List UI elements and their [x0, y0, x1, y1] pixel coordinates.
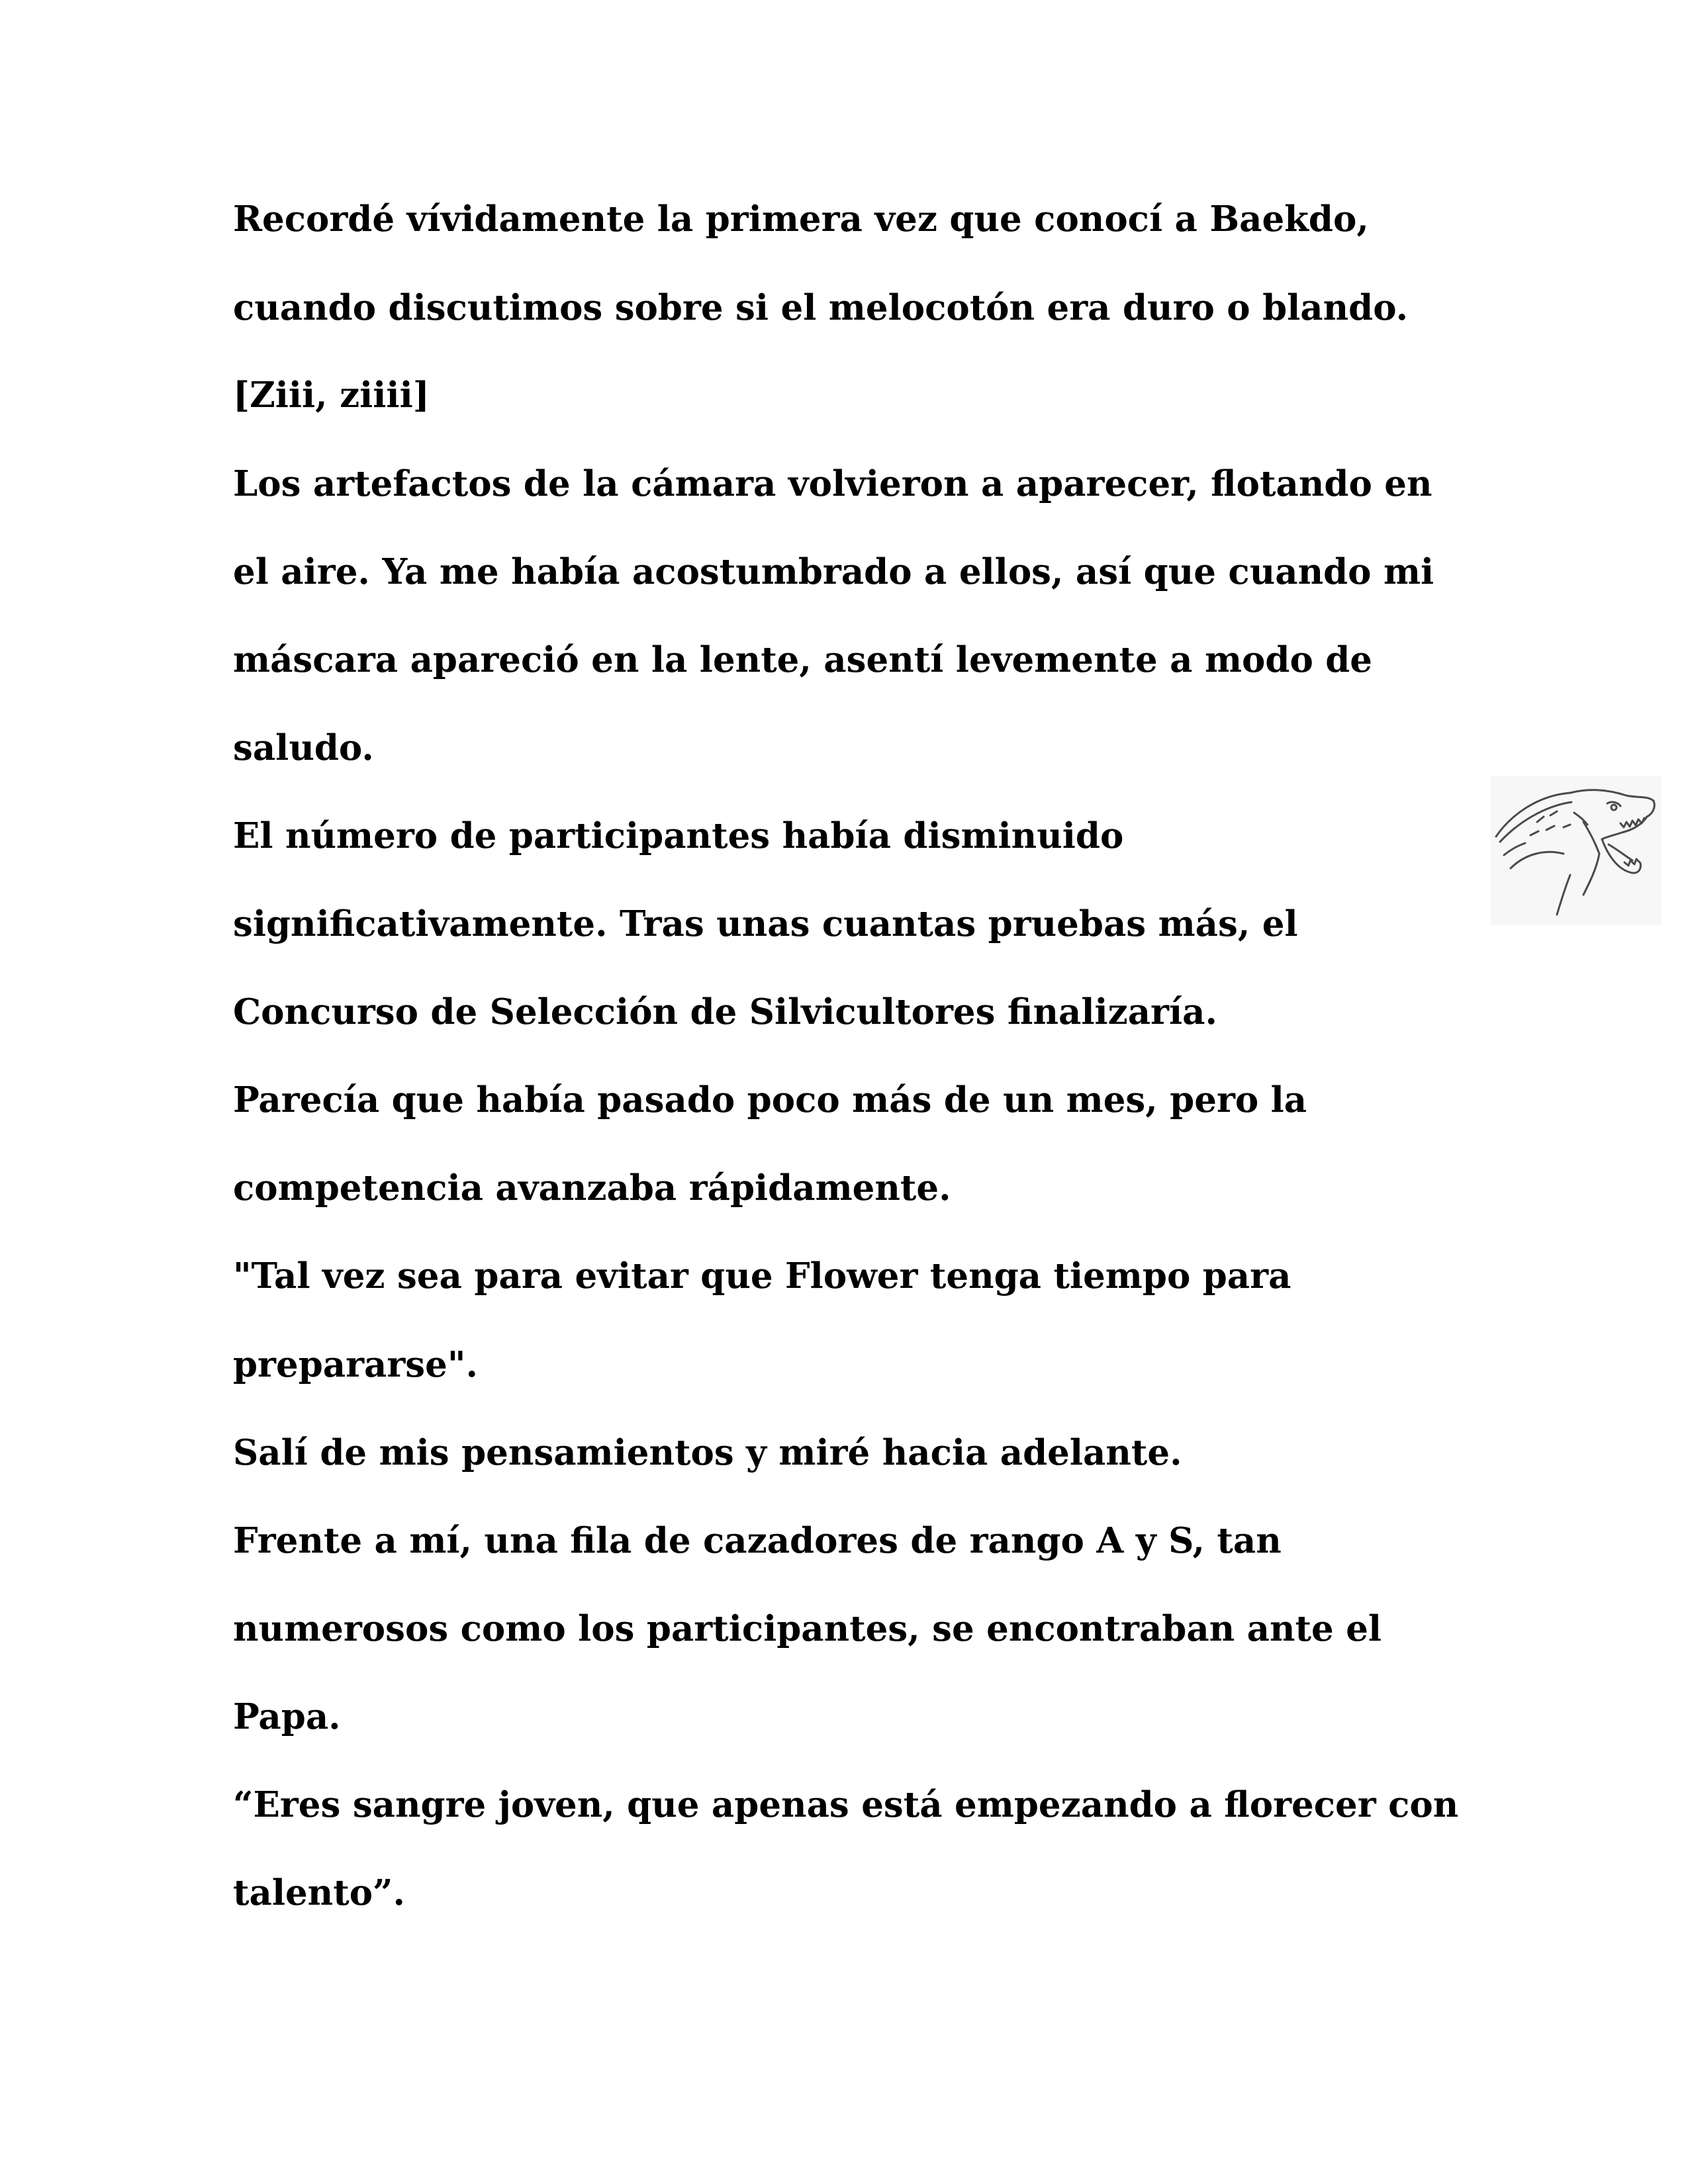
text-line: "Tal vez sea para evitar que Flower tenga tiempo para [233, 1255, 1291, 1297]
text-line: significativamente. Tras unas cuantas pruebas más, el [233, 903, 1298, 944]
text-line: competencia avanzaba rápidamente. [233, 1167, 951, 1208]
text-line: Concurso de Selección de Silvicultores finalizaría. [233, 991, 1217, 1032]
text-line: el aire. Ya me había acostumbrado a ellos, así que cuando mi [233, 551, 1434, 592]
text-line: “Eres sangre joven, que apenas está empezando a florecer con [233, 1784, 1459, 1825]
text-line: saludo. [233, 727, 374, 768]
text-line: cuando discutimos sobre si el melocotón era duro o blando. [233, 287, 1409, 328]
text-line: El número de participantes había disminuido [233, 815, 1124, 856]
text-line: Salí de mis pensamientos y miré hacia adelante. [233, 1432, 1182, 1473]
text-line: prepararse". [233, 1344, 478, 1385]
text-line: máscara apareció en la lente, asentí levemente a modo de [233, 639, 1373, 680]
text-line: Frente a mí, una fila de cazadores de rango A y S, tan [233, 1520, 1282, 1561]
text-line: Papa. [233, 1696, 341, 1737]
text-line: Parecía que había pasado poco más de un mes, pero la [233, 1079, 1307, 1120]
dinosaur-head-icon [1491, 776, 1662, 925]
text-line: numerosos como los participantes, se encontraban ante el [233, 1608, 1382, 1649]
text-line: Recordé vívidamente la primera vez que conocí a Baekdo, [233, 199, 1369, 240]
text-line: [Ziii, ziiii] [233, 375, 430, 416]
text-line: talento”. [233, 1872, 405, 1913]
text-line: Los artefactos de la cámara volvieron a aparecer, flotando en [233, 463, 1432, 504]
